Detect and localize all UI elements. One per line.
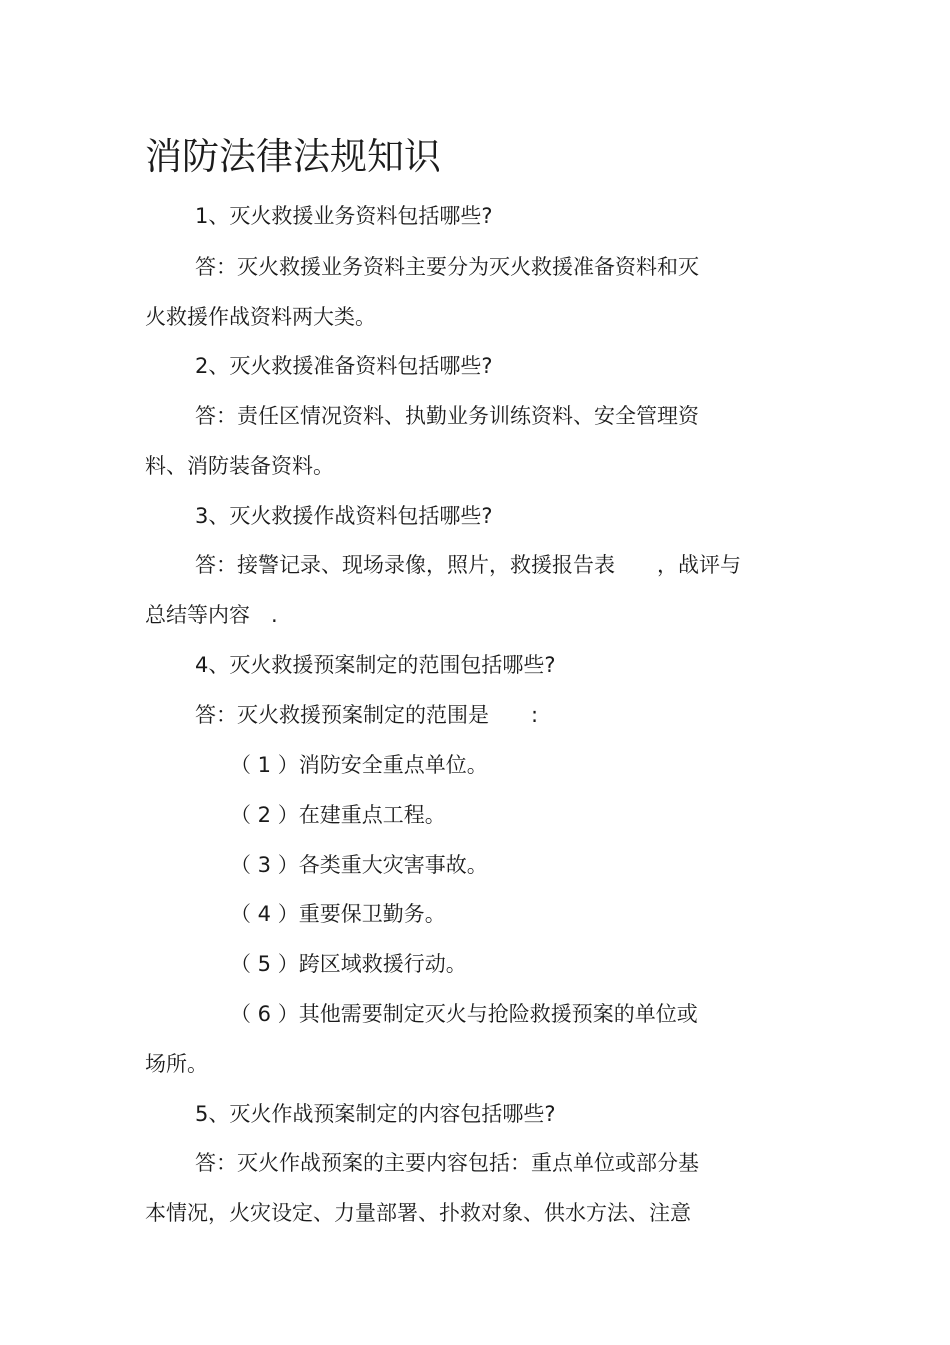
question-2: 2、灭火救援准备资料包括哪些? (195, 354, 493, 378)
answer-3-line-2: 总结等内容 . (145, 603, 278, 627)
list-item-5: （ 5 ）跨区域救援行动。 (230, 952, 467, 976)
question-5: 5、灭火作战预案制定的内容包括哪些? (195, 1102, 556, 1126)
document-title: 消防法律法规知识 (145, 135, 441, 178)
answer-4-intro: 答：灭火救援预案制定的范围是 : (195, 703, 539, 727)
answer-5-line-1: 答：灭火作战预案的主要内容包括：重点单位或部分基 (195, 1151, 699, 1175)
answer-2-line-2: 料、消防装备资料。 (145, 454, 334, 478)
answer-2-line-1: 答：责任区情况资料、执勤业务训练资料、安全管理资 (195, 404, 699, 428)
answer-1-line-2: 火救援作战资料两大类。 (145, 305, 376, 329)
list-item-6-line-2: 场所。 (145, 1052, 208, 1076)
question-3: 3、灭火救援作战资料包括哪些? (195, 504, 493, 528)
question-4: 4、灭火救援预案制定的范围包括哪些? (195, 653, 556, 677)
list-item-2: （ 2 ）在建重点工程。 (230, 803, 446, 827)
list-item-6-line-1: （ 6 ）其他需要制定灭火与抢险救援预案的单位或 (230, 1002, 698, 1026)
answer-3-line-1: 答：接警记录、现场录像，照片，救援报告表 ，战评与 (195, 553, 741, 577)
list-item-4: （ 4 ）重要保卫勤务。 (230, 902, 446, 926)
list-item-1: （ 1 ）消防安全重点单位。 (230, 753, 488, 777)
answer-1-line-1: 答：灭火救援业务资料主要分为灭火救援准备资料和灭 (195, 255, 699, 279)
question-1: 1、灭火救援业务资料包括哪些? (195, 204, 493, 228)
list-item-3: （ 3 ）各类重大灾害事故。 (230, 853, 488, 877)
answer-5-line-2: 本情况，火灾设定、力量部署、扑救对象、供水方法、注意 (145, 1201, 691, 1225)
